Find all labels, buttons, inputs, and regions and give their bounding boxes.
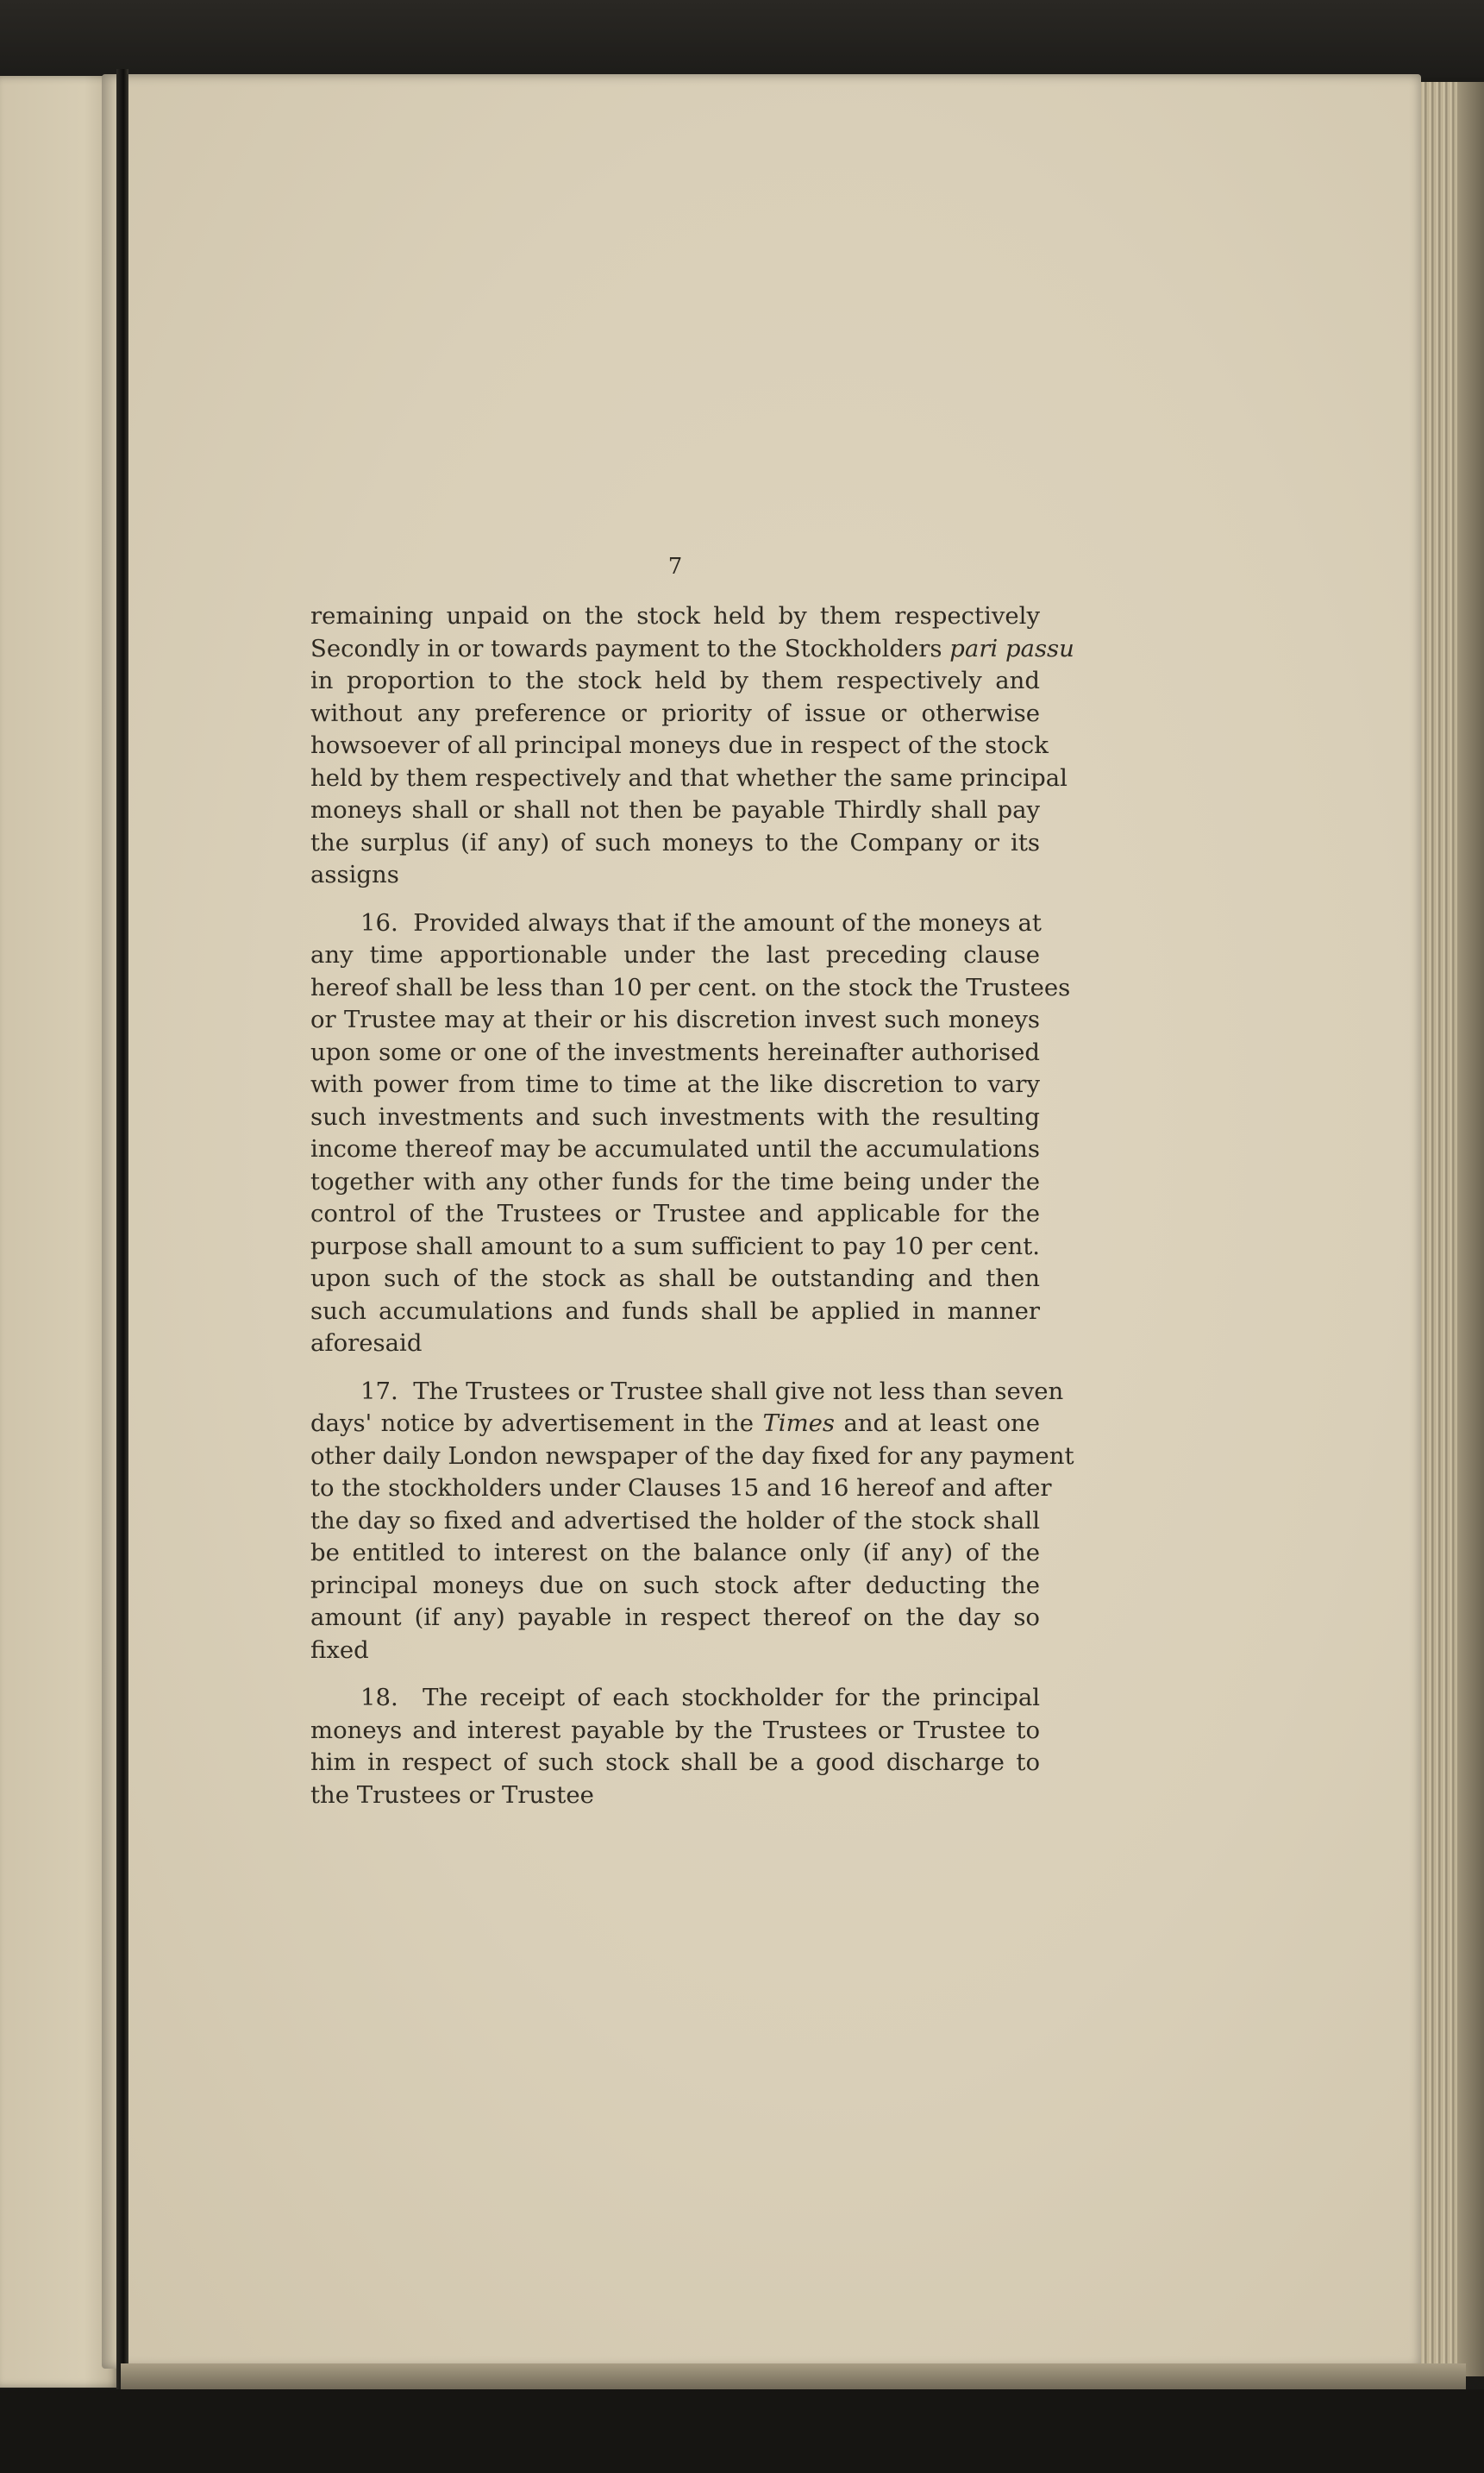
top-shadow [0, 0, 1484, 78]
text-line: the surplus (if any) of such moneys to the Company or its [310, 828, 1040, 857]
text-line [310, 1376, 1064, 1409]
text-line: in proportion to the stock held by them respectively and [310, 667, 1040, 694]
text-line: moneys shall or shall not then be payable Thirdly shall pay [310, 796, 1040, 824]
text-line: moneys and interest payable by the Trustees or Trustee to [310, 1716, 1040, 1744]
text-span: Secondly in or towards payment to the Stockholders [310, 634, 950, 662]
text-line: with power from time to time at the like discretion to vary [310, 1070, 1040, 1098]
clause-number: 18. [360, 1684, 398, 1711]
text-line [310, 1408, 1040, 1440]
text-line: without any preference or priority of issue or otherwise [310, 699, 1040, 727]
text-line: such investments and such investments with the resulting [310, 1102, 1040, 1131]
text-line: control of the Trustees or Trustee and applicable for the [310, 1200, 1040, 1227]
text-line: any time apportionable under the last preceding clause [310, 941, 1040, 969]
paragraph-continuation [310, 600, 1074, 892]
text-line: be entitled to interest on the balance only (if any) of the [310, 1539, 1040, 1566]
text-span: and at least one [835, 1409, 1041, 1437]
italic-phrase: Times [762, 1409, 836, 1437]
text-span: The receipt of each stockholder for the principal [423, 1684, 1041, 1711]
clause-number: 16. [360, 908, 398, 937]
page-text [310, 552, 1074, 1827]
text-line: other daily London newspaper of the day fixed for any payment [310, 1441, 1074, 1470]
text-span: Provided always that if the amount of the moneys at [413, 908, 1042, 937]
bottom-shadow [0, 2389, 1484, 2473]
text-line: fixed [310, 1635, 369, 1664]
clause-16 [310, 907, 1071, 1360]
text-line: the Trustees or Trustee [310, 1780, 594, 1809]
text-line: held by them respectively and that whether the same principal [310, 763, 1068, 792]
text-span: The Trustees or Trustee shall give not less than seven [413, 1377, 1064, 1405]
text-span: days' notice by advertisement in the [310, 1409, 763, 1437]
text-line [310, 633, 1074, 666]
book-gutter [116, 69, 128, 2398]
text-line: amount (if any) payable in respect thereof on the day so [310, 1604, 1040, 1631]
text-line: principal moneys due on such stock after deducting the [310, 1571, 1040, 1599]
clause-18 [310, 1682, 1040, 1811]
text-line [310, 1682, 1040, 1715]
text-line: hereof shall be less than 10 per cent. on the stock the Trustees [310, 973, 1071, 1001]
text-line: howsoever of all principal moneys due in respect of the stock [310, 731, 1049, 759]
text-line: him in respect of such stock shall be a good discharge to [310, 1748, 1040, 1776]
right-cover-edge [1457, 82, 1484, 2376]
text-line: aforesaid [310, 1329, 423, 1357]
page-number: 7 [667, 554, 683, 580]
text-line: upon such of the stock as shall be outstanding and then [310, 1265, 1040, 1292]
text-line: the day so fixed and advertised the holder of the stock shall [310, 1506, 1040, 1535]
text-line: purpose shall amount to a sum sufficient to pay 10 per cent. [310, 1232, 1040, 1260]
italic-phrase: pari passu [949, 634, 1074, 662]
clause-17 [310, 1376, 1074, 1667]
text-line: together with any other funds for the time being under the [310, 1167, 1040, 1196]
text-line: income thereof may be accumulated until the accumulations [310, 1135, 1040, 1163]
text-line: remaining unpaid on the stock held by them respectively [310, 602, 1040, 630]
text-line: such accumulations and funds shall be applied in manner [310, 1296, 1040, 1325]
text-line: or Trustee may at their or his discretion invest such moneys [310, 1006, 1040, 1033]
text-line: to the stockholders under Clauses 15 and 16 hereof and after [310, 1474, 1052, 1502]
clause-number: 17. [360, 1377, 398, 1405]
text-line: assigns [310, 861, 399, 888]
text-line [310, 907, 1040, 940]
text-line: upon some or one of the investments hereinafter authorised [310, 1038, 1040, 1066]
